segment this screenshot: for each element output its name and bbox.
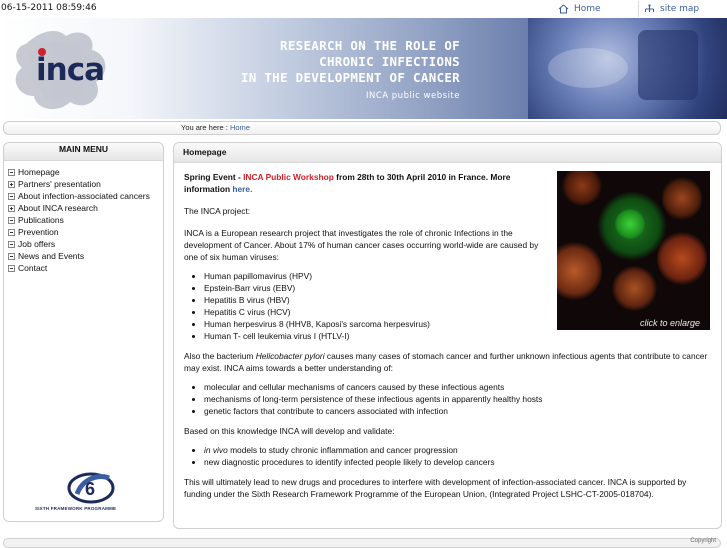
- project-heading: The INCA project:: [184, 206, 251, 216]
- collapse-icon: [8, 193, 15, 200]
- collapse-icon: [8, 169, 15, 176]
- home-link[interactable]: [558, 1, 639, 17]
- collapse-icon: [8, 217, 15, 224]
- list-item: [204, 444, 714, 456]
- expand-icon[interactable]: [8, 181, 15, 188]
- list-item: • Human herpesvirus 8 (HHV8, Kaposi's sarcoma herpesvirus): [204, 318, 714, 330]
- list-item: • Epstein-Barr virus (EBV): [204, 282, 714, 294]
- cell-blob: [662, 176, 702, 221]
- main-menu-title: MAIN MENU: [4, 143, 163, 161]
- event-announcement: [184, 171, 544, 195]
- menu-item-label: Publications: [18, 215, 64, 225]
- footer-bar: [3, 538, 721, 548]
- collapse-icon: [8, 265, 15, 272]
- breadcrumb-home-link[interactable]: Home: [229, 123, 250, 132]
- fp6-caption: SIXTH FRAMEWORK PROGRAMME: [35, 506, 117, 511]
- breadcrumb-prefix: You are here :: [181, 123, 228, 132]
- fp6-logo[interactable]: [29, 468, 149, 516]
- menu-item-label: News and Events: [18, 251, 85, 261]
- sitemap-icon: [644, 4, 655, 14]
- collapse-icon: [8, 241, 15, 248]
- banner-headline: [230, 38, 460, 86]
- cell-blob: [615, 209, 645, 239]
- menu-item-label: Partners' presentation: [18, 179, 101, 189]
- list-item: [204, 456, 714, 468]
- list-item: • molecular and cellular mechanisms of cancers caused by these infectious agents: [204, 381, 714, 393]
- collapse-icon: [8, 253, 15, 260]
- menu-item-contact[interactable]: [8, 262, 163, 274]
- menu-item-label: About INCA research: [18, 203, 98, 213]
- develop-list: [184, 444, 714, 468]
- menu-item-homepage[interactable]: [8, 166, 163, 178]
- fp6-emblem: [29, 468, 149, 506]
- inca-logo-text: inca: [36, 52, 104, 88]
- menu-item-news-events[interactable]: [8, 250, 163, 262]
- home-link-label: Home: [574, 4, 601, 14]
- aims-list: [184, 381, 714, 417]
- event-more-info-link[interactable]: here.: [232, 184, 253, 194]
- cell-blob: [657, 231, 707, 286]
- cell-blob: [612, 266, 657, 311]
- menu-item-label: Job offers: [18, 239, 56, 249]
- menu-item-partners[interactable]: [8, 178, 163, 190]
- menu-item-label: Homepage: [18, 167, 60, 177]
- list-item: • Hepatitis C virus (HCV): [204, 306, 714, 318]
- top-bar: [0, 0, 727, 18]
- event-highlight: INCA Public Workshop: [243, 172, 334, 182]
- headline-line-2: CHRONIC INFECTIONS: [319, 54, 460, 69]
- develop-item-italic: in vivo: [204, 445, 228, 455]
- menu-item-prevention[interactable]: [8, 226, 163, 238]
- develop-item-text: new diagnostic procedures to identify infected people likely to develop cancers: [204, 457, 495, 467]
- menu-item-job-offers[interactable]: [8, 238, 163, 250]
- list-item: • Human T- cell leukemia virus I (HTLV-I): [204, 330, 714, 342]
- datetime-label: 06-15-2011 08:59:46: [1, 3, 97, 13]
- house-icon: [558, 4, 569, 14]
- cell-image-thumbnail[interactable]: [557, 171, 710, 330]
- main-menu-list: [8, 166, 163, 274]
- list-item: • Human papillomavirus (HPV): [204, 270, 714, 282]
- menu-item-label: Prevention: [18, 227, 59, 237]
- main-menu-panel: [3, 142, 164, 522]
- bacterium-paragraph: [184, 350, 714, 374]
- bacterium-post: causes many cases of stomach cancer and further unknown infectious agents that contribute to cancer may exist. INCA aims towards a better understanding of:: [184, 351, 708, 373]
- develop-item-text: models to study chronic inflammation and cancer progression: [227, 445, 458, 455]
- banner-subheadline: INCA public website: [365, 91, 460, 101]
- collapse-icon: [8, 229, 15, 236]
- headline-line-1: RESEARCH ON THE ROLE OF: [280, 38, 460, 53]
- copyright-label: Copyright: [690, 538, 716, 544]
- list-item: • mechanisms of long-term persistence of these infectious agents in apparently healthy hosts: [204, 393, 714, 405]
- event-prefix: Spring Event -: [184, 172, 244, 182]
- site-banner: [0, 18, 727, 119]
- menu-item-label: About infection-associated cancers: [18, 191, 150, 201]
- menu-item-publications[interactable]: [8, 214, 163, 226]
- bacterium-pre: Also the bacterium: [184, 351, 256, 361]
- breadcrumb-text: [181, 123, 250, 132]
- develop-heading: Based on this knowledge INCA will develop and validate:: [184, 426, 395, 436]
- expand-icon[interactable]: [8, 205, 15, 212]
- project-intro: INCA is a European research project that investigates the role of chronic Infections in the development of Cancer. About 17% of human cancer cases occurring world-wide are caused by one of six human viruses:: [184, 228, 539, 262]
- lab-photo: [528, 18, 727, 119]
- sitemap-link[interactable]: [644, 1, 724, 17]
- event-middle: from 28th to 30th April 2010 in France. More information: [184, 172, 511, 194]
- svg-text:6: 6: [85, 479, 96, 499]
- thumbnail-caption: click to enlarge: [639, 318, 700, 328]
- cell-blob: [557, 241, 602, 301]
- headline-line-3: IN THE DEVELOPMENT OF CANCER: [240, 70, 460, 85]
- closing-paragraph: This will ultimately lead to new drugs and procedures to interfere with development of infection-associated cancer. INCA is supported by funding under the Sixth Research Framework Programme of the European Union, (Integrated Project LSHC-CT-2005-018704).: [184, 477, 687, 499]
- bacterium-name: Helicobacter pylori: [255, 351, 325, 361]
- breadcrumb: [3, 121, 721, 135]
- page-title: Homepage: [174, 143, 721, 163]
- content-panel: [173, 142, 722, 529]
- list-item: • Hepatitis B virus (HBV): [204, 294, 714, 306]
- menu-item-inca-research[interactable]: [8, 202, 163, 214]
- list-item: • genetic factors that contribute to cancers associated with infection: [204, 405, 714, 417]
- cell-blob: [562, 171, 602, 206]
- sitemap-link-label: site map: [660, 4, 700, 14]
- menu-item-infection-cancers[interactable]: [8, 190, 163, 202]
- menu-item-label: Contact: [18, 263, 48, 273]
